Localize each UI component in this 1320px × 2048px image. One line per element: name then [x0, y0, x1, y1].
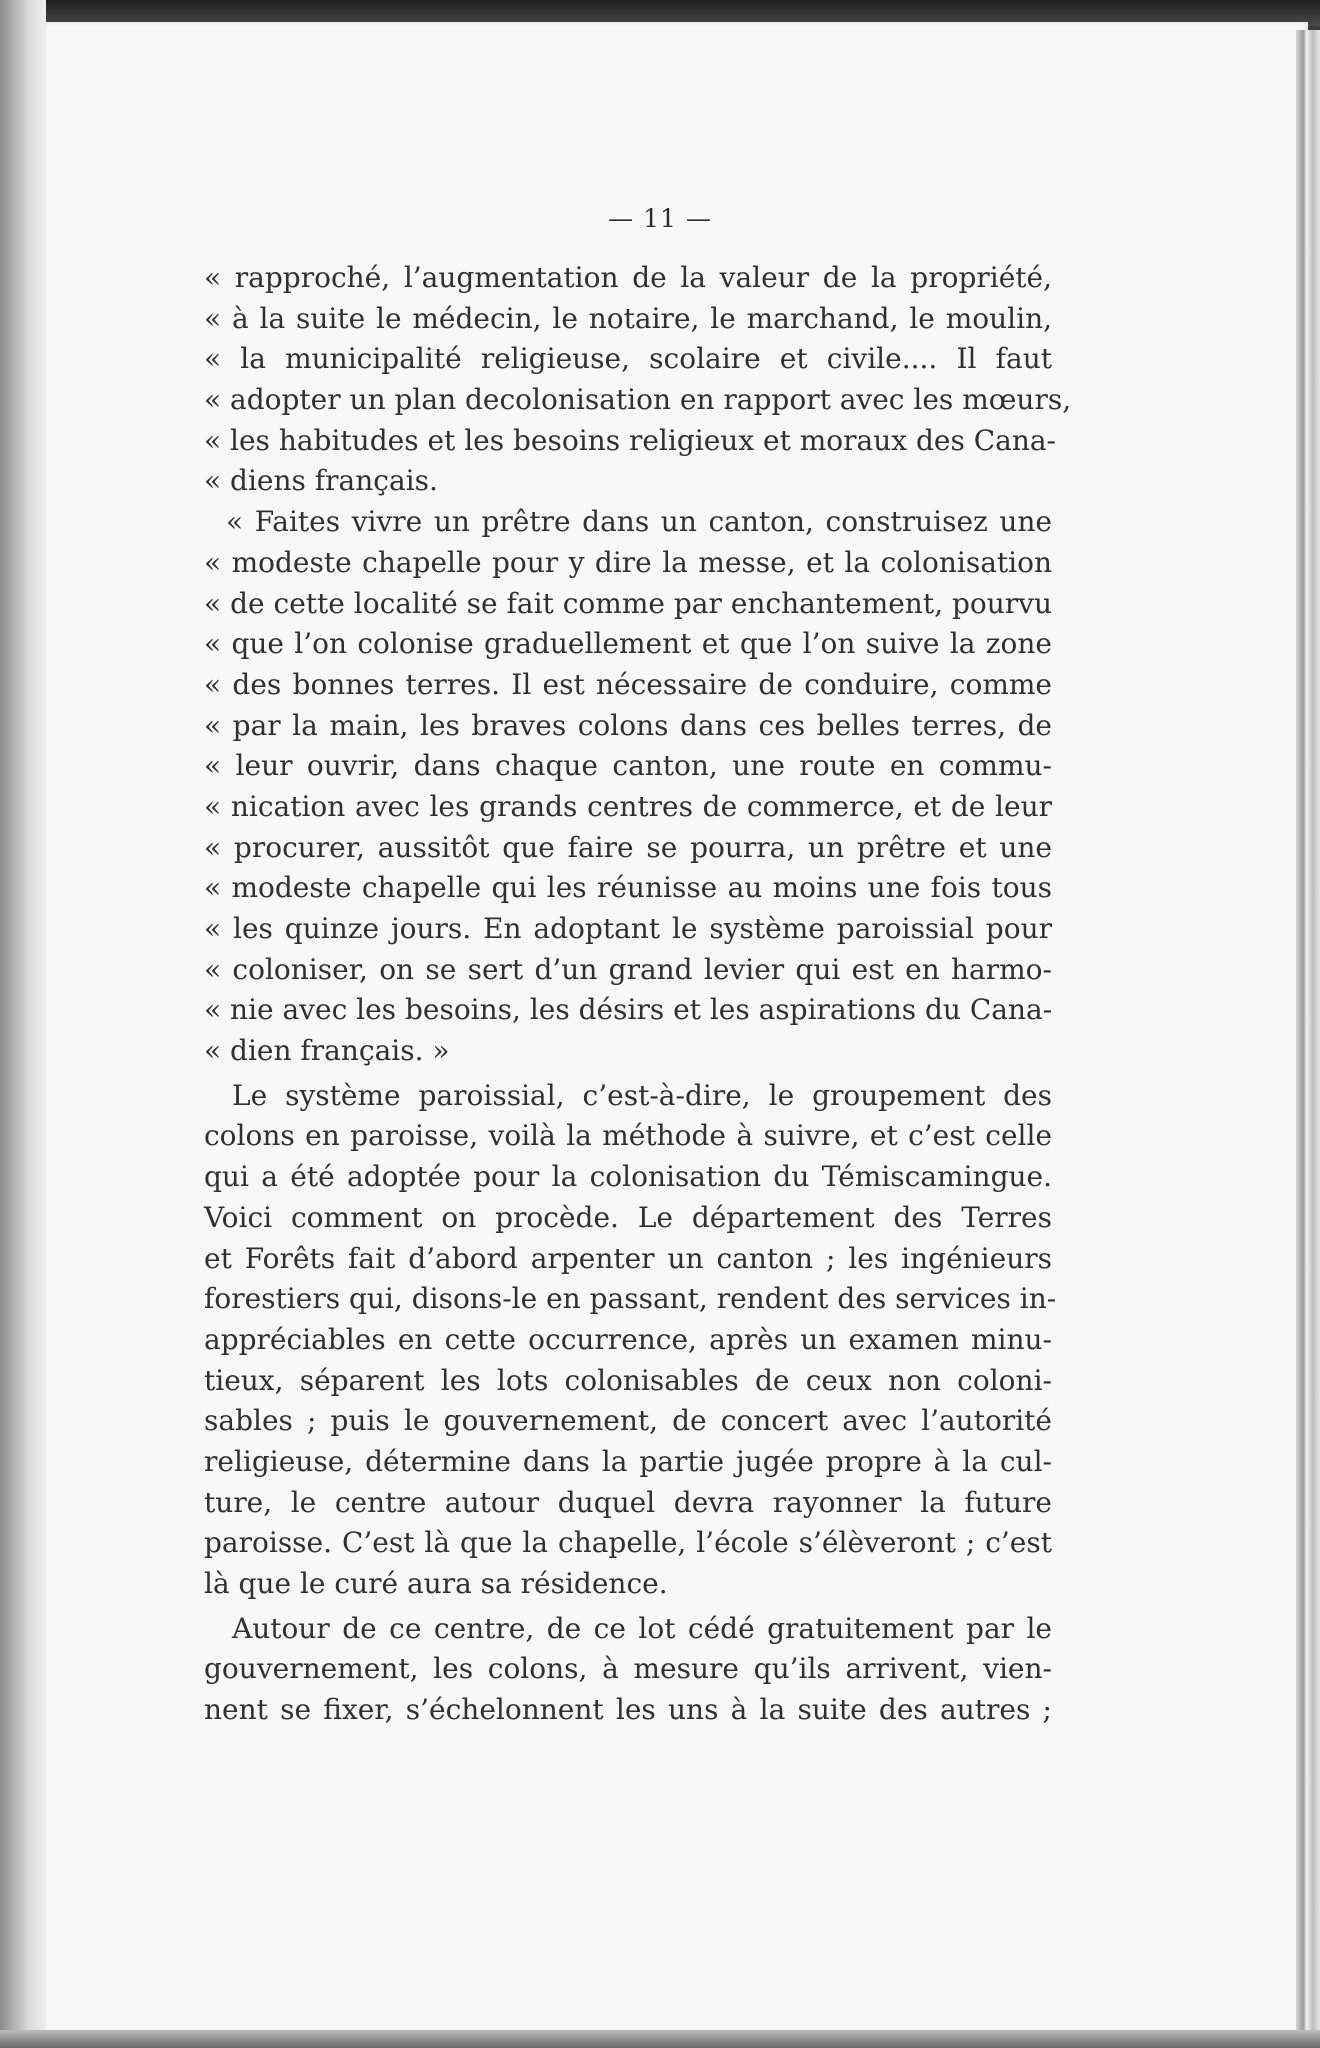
text-line: « procurer, aussitôt que faire se pourra, un prêtre et une [204, 830, 1052, 864]
text-line: « les habitudes et les besoins religieux et moraux des Cana- [204, 423, 1057, 457]
text-line: « Faites vivre un prêtre dans un canton, construisez une [226, 505, 1052, 539]
text-line: qui a été adoptée pour la colonisation du Témiscamingue. [204, 1160, 1052, 1194]
page-number: — 11 — [608, 204, 712, 233]
text-line: ture, le centre autour duquel devra rayonner la future [204, 1485, 1052, 1519]
text-line: gouvernement, les colons, à mesure qu’ils arrivent, vien- [204, 1652, 1052, 1686]
text-line: « adopter un plan decolonisation en rapport avec les mœurs, [204, 383, 1072, 417]
scan-bottom-border [0, 2030, 1320, 2048]
text-line: « à la suite le médecin, le notaire, le marchand, le moulin, [204, 301, 1052, 335]
text-line: Voici comment on procède. Le département des Terres [204, 1200, 1052, 1234]
text-line: « nie avec les besoins, les désirs et les aspirations du Cana- [204, 993, 1053, 1027]
scan-left-border [0, 0, 46, 2048]
text-line: appréciables en cette occurrence, après un examen minu- [204, 1322, 1052, 1356]
text-line: « diens français. [204, 464, 438, 498]
text-line: « les quinze jours. En adoptant le système paroissial pour [204, 912, 1052, 945]
page-stack-edge [1296, 30, 1320, 2030]
paragraph [204, 502, 1052, 1072]
text-line: paroisse. C’est là que la chapelle, l’école s’élèveront ; c’est [204, 1526, 1052, 1560]
text-line: Le système paroissial, c’est-à-dire, le groupement des [232, 1078, 1052, 1112]
text-line: « modeste chapelle qui les réunisse au moins une fois tous [204, 871, 1052, 905]
paragraph [204, 258, 1072, 502]
text-line: Autour de ce centre, de ce lot cédé gratuitement par le [232, 1611, 1052, 1645]
text-line: « des bonnes terres. Il est nécessaire de conduire, comme [204, 667, 1052, 701]
text-line: là que le curé aura sa résidence. [204, 1567, 668, 1600]
text-line: « nication avec les grands centres de commerce, et de leur [204, 789, 1052, 823]
text-line: « que l’on colonise graduellement et que l’on suive la zone [204, 627, 1052, 661]
text-line: colons en paroisse, voilà la méthode à suivre, et c’est celle [204, 1119, 1052, 1153]
text-line: sables ; puis le gouvernement, de concert avec l’autorité [204, 1404, 1052, 1438]
text-line: et Forêts fait d’abord arpenter un canton ; les ingénieurs [204, 1241, 1052, 1275]
text-line: tieux, séparent les lots colonisables de ceux non coloni- [204, 1363, 1052, 1397]
text-line: « par la main, les braves colons dans ces belles terres, de [204, 708, 1052, 742]
text-line: « dien français. » [204, 1034, 450, 1068]
text-line: nent se fixer, s’échelonnent les uns à la suite des autres ; [204, 1693, 1052, 1727]
text-line: forestiers qui, disons-le en passant, rendent des services in- [204, 1282, 1057, 1316]
paragraph [204, 1076, 1057, 1605]
text-line: « modeste chapelle pour y dire la messe, et la colonisation [204, 545, 1052, 579]
body-text [204, 258, 1072, 1731]
paragraph [204, 1609, 1052, 1731]
text-line: « de cette localité se fait comme par enchantement, pourvu [204, 586, 1052, 620]
text-line: « coloniser, on se sert d’un grand levier qui est en harmo- [204, 952, 1052, 986]
text-line: « la municipalité religieuse, scolaire et civile.... Il faut [204, 342, 1052, 376]
text-line: religieuse, détermine dans la partie jugée propre à la cul- [204, 1444, 1052, 1478]
text-line: « rapproché, l’augmentation de la valeur de la propriété, [204, 261, 1052, 294]
text-line: « leur ouvrir, dans chaque canton, une route en commu- [204, 749, 1052, 783]
